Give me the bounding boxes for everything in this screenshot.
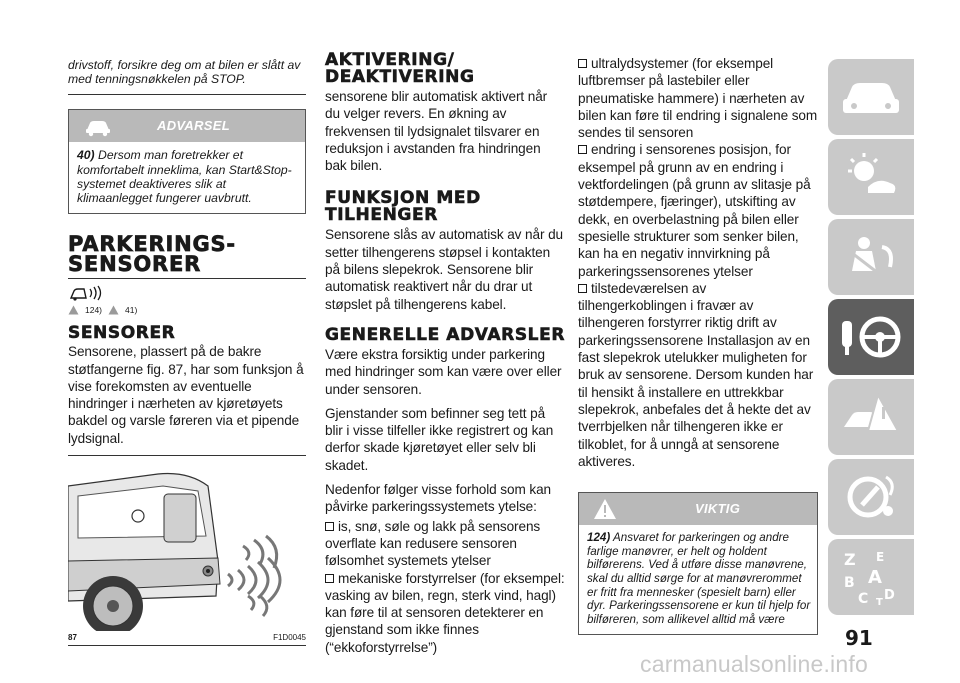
right-column (578, 55, 818, 635)
figure-code: F1D0045 (273, 633, 306, 642)
caution-icon (108, 305, 119, 315)
tab-car-info[interactable] (828, 59, 914, 135)
tab-warnings[interactable] (828, 379, 914, 455)
heading-activation-line-2: DEAKTIVERING (325, 67, 475, 87)
reference-row (68, 305, 306, 315)
warnings-paragraph-1: Være ekstra forsiktig under parkering med hindringer som kan være over eller under sensoren. (325, 346, 562, 397)
bullet-text: tilstedeværelsen av tilhengerkoblingen i fravær av tilhengeren forstyrrer riktig drift av parkeringssensorene Installasjon av en fast slepekrok utelukker muligheten for bruk av sensorene. Dersom kunden har til hensikt å installere en uttrekkbar slepekrok, anbefales det å hekte det av tverrbjelken når tilhengeren ikke er tilkoblet, for å unngå at sensorene aktiveres. (578, 280, 814, 469)
index-letter: D (884, 588, 895, 603)
index-letter: E (876, 550, 885, 564)
car-rear-figure (68, 466, 306, 631)
bullet-text: mekaniske forstyrrelser (for eksempel: vasking av bilen, regn, sterk vind, hagl) kan føre til at sensoren detekterer en gjenstand som ikke finnes (“ekkoforstyrrelse”) (325, 570, 565, 655)
heading-general-warnings: GENERELLE ADVARSLER (325, 324, 566, 345)
important-header (579, 493, 817, 525)
parking-sensor-icon-row (68, 285, 306, 301)
figure-caption (68, 633, 306, 646)
figure-top-divider (68, 455, 306, 456)
middle-column (325, 52, 565, 656)
index-letter: A (868, 567, 882, 588)
page-number: 91 (845, 626, 873, 650)
heading-trailer (325, 190, 565, 224)
warnings-paragraph-3: Nedenfor følger visse forhold som kan påvirke parkeringssystemets ytelse: (325, 482, 551, 515)
tab-driving[interactable] (828, 299, 914, 375)
warning-header (69, 110, 305, 142)
warnings-paragraph-2: Gjenstander som befinner seg tett på blir i visse tilfeller ikke registrert og kan derfor skade kjøretøyet eller selv bli skadet. (325, 405, 554, 473)
dashboard-lights-icon (838, 147, 904, 207)
subsection-title: SENSORER (68, 323, 176, 344)
general-warnings-body (325, 346, 565, 656)
section-title (68, 232, 306, 277)
bullet-item (325, 570, 565, 656)
bullet-text: endring i sensorenes posisjon, for eksempel på grunn av en endring i vektfordelingen (på grunn av slitasje på støtdempere, fjæringer), utskifting av dekk, en overbelastning på bilen eller spesielle strukturer som senker bilen, kan ha en negativ innvirkning på parkeringssensorenes ytelser (578, 142, 811, 279)
section-title-line-1: PARKERINGS- (68, 232, 236, 257)
car-warning-icon (83, 115, 113, 137)
index-letter: C (858, 591, 869, 607)
checkbox-bullet-icon (578, 145, 587, 154)
warning-triangle-icon (593, 498, 617, 520)
left-column (68, 0, 306, 646)
parking-sensor-icon (68, 285, 108, 301)
warning-body (69, 142, 305, 213)
safety-icon (838, 227, 904, 287)
warning-box (68, 109, 306, 214)
bullet-text: is, snø, søle og lakk på sensorens overflate kan redusere sensoren følsomhet systemets ytelser (325, 518, 541, 569)
warning-label: ADVARSEL (157, 118, 230, 134)
important-label: VIKTIG (695, 501, 741, 517)
watermark: carmanualsonline.info (640, 651, 868, 677)
checkbox-bullet-icon (578, 284, 587, 293)
important-number: 124) (587, 531, 611, 545)
index-letter: T (876, 597, 883, 607)
caution-icon (68, 305, 79, 315)
important-body (579, 525, 817, 634)
sensor-paragraph: Sensorene, plassert på de bakre støtfangerne fig. 87, har som funksjon å vise forekomsten av eventuelle hindringer i nærheten av kjøretøyets bakdel og varsle føreren via et pipende lydsignal. (68, 344, 304, 446)
checkbox-bullet-icon (325, 522, 334, 531)
heading-trailer-line-1: FUNKSJON MED (325, 188, 481, 209)
bullet-item (578, 55, 818, 141)
section-title-line-2: SENSORER (68, 252, 202, 277)
maintenance-icon (838, 467, 904, 527)
reference-1: 124) (85, 305, 103, 316)
tab-index[interactable] (828, 539, 914, 615)
tab-maintenance[interactable] (828, 459, 914, 535)
warning-text: Dersom man foretrekker et komfortabelt inneklima, kan Start&Stop-systemet deaktiveres slik at klimaanlegget fungerer uavbrutt. (77, 148, 292, 206)
heading-trailer-line-2: TILHENGER (325, 205, 438, 226)
car-info-icon (838, 67, 904, 127)
bullet-list-continued (578, 55, 818, 470)
index-letter: Z (844, 550, 856, 569)
checkbox-bullet-icon (578, 59, 587, 68)
figure-87 (68, 466, 306, 631)
tab-safety[interactable] (828, 219, 914, 295)
warning-number: 40) (77, 148, 95, 163)
heading-activation-line-1: AKTIVERING/ (325, 50, 455, 70)
tab-dashboard-lights[interactable] (828, 139, 914, 215)
bullet-item (578, 280, 818, 470)
trailer-paragraph: Sensorene slås av automatisk av når du setter tilhengerens støpsel i kontakten på bilens slepekrok. Sensorene blir automatisk reaktivert når du drar ut støpslet på tilhengerens kabel. (325, 227, 564, 312)
heading-activation (325, 52, 565, 86)
activation-paragraph: sensorene blir automatisk aktivert når du velger revers. En økning av frekvensen til lydsignalet tilsvarer en reduksjon i avstanden fra hindringen bak bilen. (325, 89, 548, 174)
bullet-item (325, 518, 565, 570)
reference-2: 41) (125, 305, 138, 316)
index-letters-icon (838, 547, 904, 607)
important-box (578, 492, 818, 635)
warning-road-icon (838, 387, 904, 447)
section-divider (68, 278, 306, 279)
important-text: Ansvaret for parkeringen og andre farlige manøvrer, er helt og holdent bilførerens. Ved å utføre disse manøvrene, skal du alltid sørge for at manøvrerommet er fritt fra mennesker (spesielt barn) eller dyr. Parkeringssensorene er kun til hjelp for bilføreren, som allikevel alltid må være (587, 531, 811, 626)
top-note: drivstoff, forsikre deg om at bilen er slått av med tenningsnøkkelen på STOP. (68, 58, 306, 95)
checkbox-bullet-icon (325, 574, 334, 583)
index-letter: B (844, 575, 855, 591)
bullet-item (578, 141, 818, 279)
bullet-text: ultralydsystemer (for eksempel luftbremser på lastebiler eller pneumatiske hammere) i nærheten av bilen kan føre til endring i signalene som sendes til sensoren (578, 56, 818, 141)
figure-number: 87 (68, 633, 77, 642)
driving-steering-icon (838, 307, 904, 367)
